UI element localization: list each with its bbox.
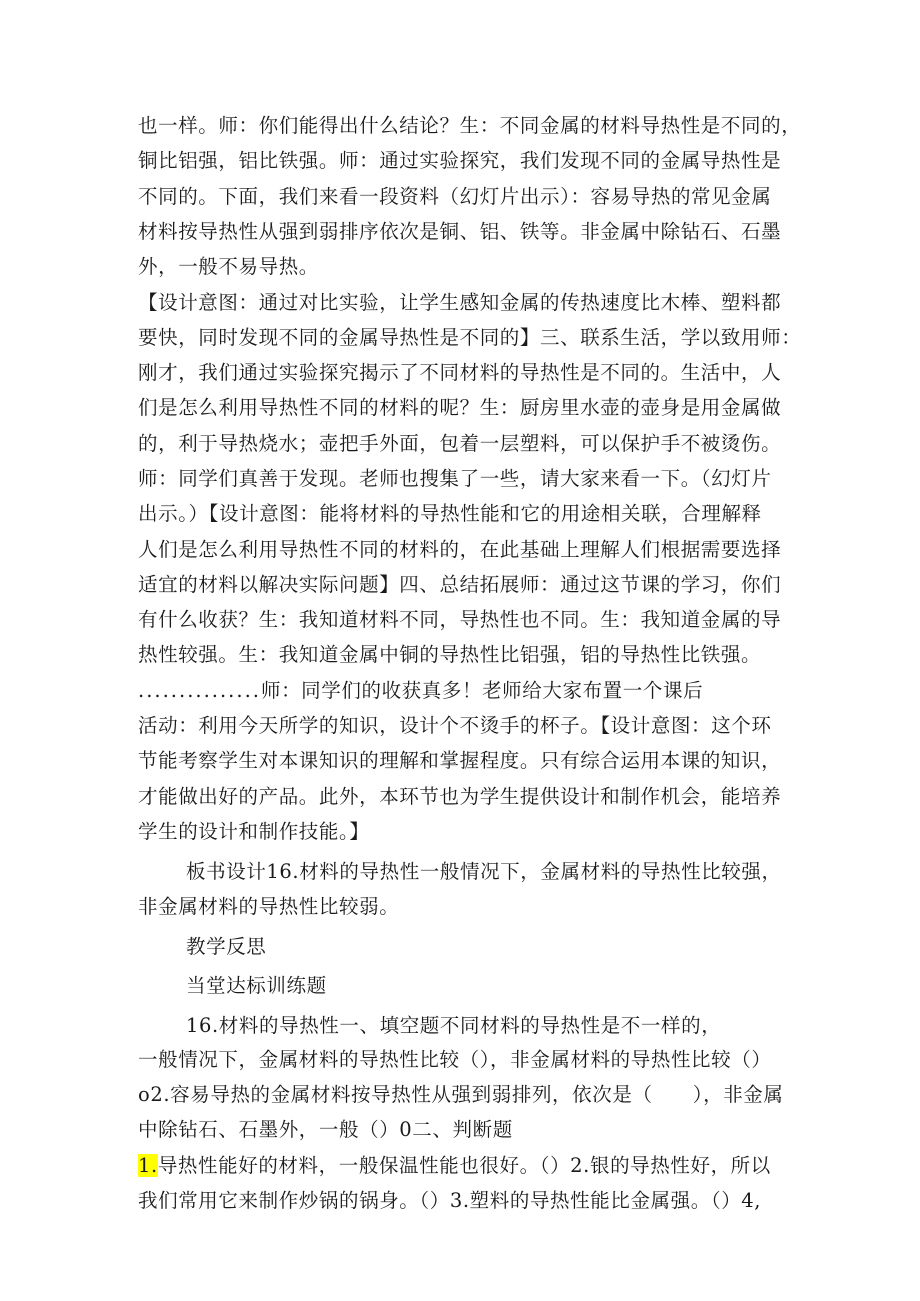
- exercise-line: 一般情况下，金属材料的导热性比较（），非金属材料的导热性比较（）: [138, 1048, 772, 1071]
- paragraph-line: 活动：利用今天所学的知识，设计个不烫手的杯子。【设计意图：这个环: [138, 714, 772, 737]
- paragraph-line: 们是怎么利用导热性不同的材料的呢？生：厨房里水壶的壶身是用金属做: [138, 396, 782, 419]
- section-heading-reflection: 教学反思: [186, 935, 267, 958]
- paragraph-line: 的，利于导热烧水；壶把手外面，包着一层塑料，可以保护手不被烫伤。: [138, 432, 782, 455]
- paragraph-line: 出示。）【设计意图：能将材料的导热性能和它的用途相关联，合理解释: [138, 502, 762, 525]
- paragraph-line: 外，一般不易导热。: [138, 255, 319, 278]
- exercise-line: 16.材料的导热性一、填空题不同材料的导热性是不一样的，: [186, 1014, 722, 1037]
- judge-line: 我们常用它来制作炒锅的锅身。（）3.塑料的导热性能比金属强。（）4,: [138, 1189, 762, 1212]
- paragraph-line: 学生的设计和制作技能。】: [138, 820, 370, 843]
- paragraph-line: 要快，同时发现不同的金属导热性是不同的】三、联系生活，学以致用师：: [138, 326, 802, 349]
- exercise-line: o2.容易导热的金属材料按导热性从强到弱排列，依次是（ ），非金属: [138, 1083, 784, 1106]
- dots-line-text: 师：同学们的收获真多！老师给大家布置一个课后: [260, 679, 704, 702]
- paragraph-line: 有什么收获？生：我知道材料不同，导热性也不同。生：我知道金属的导: [138, 608, 782, 631]
- leader-dots: ...............: [138, 679, 261, 702]
- paragraph-line: 材料按导热性从强到弱排序依次是铜、铝、铁等。非金属中除钻石、石墨: [138, 220, 782, 243]
- paragraph-line: 【设计意图：通过对比实验，让学生感知金属的传热速度比木棒、塑料都: [138, 291, 782, 314]
- board-design-line: 非金属材料的导热性比较弱。: [138, 895, 400, 918]
- paragraph-line: 才能做出好的产品。此外，本环节也为学生提供设计和制作机会，能培养: [138, 785, 782, 808]
- paragraph-line: 人们是怎么利用导热性不同的材料的，在此基础上理解人们根据需要选择: [138, 538, 782, 561]
- exercise-line: 中除钻石、石墨外，一般（）0二、判断题: [138, 1118, 513, 1141]
- paragraph-line: 适宜的材料以解决实际问题】四、总结拓展师：通过这节课的学习，你们: [138, 573, 782, 596]
- paragraph-line: 也一样。师：你们能得出什么结论？生：不同金属的材料导热性是不同的，: [138, 114, 802, 137]
- paragraph-line: 节能考察学生对本课知识的理解和掌握程度。只有综合运用本课的知识，: [138, 749, 782, 772]
- paragraph-line: 热性较强。生：我知道金属中铜的导热性比铝强，铝的导热性比铁强。: [138, 643, 762, 666]
- judge-line: [138, 1152, 771, 1180]
- paragraph-line: 刚才，我们通过实验探究揭示了不同材料的导热性是不同的。生活中，人: [138, 361, 782, 384]
- section-heading-exercise: 当堂达标训练题: [186, 974, 327, 997]
- highlighted-number: 1.: [138, 1154, 158, 1177]
- paragraph-line: 铜比铝强，铝比铁强。师：通过实验探究，我们发现不同的金属导热性是: [138, 149, 782, 172]
- paragraph-line: 不同的。下面，我们来看一段资料（幻灯片出示）：容易导热的常见金属: [138, 185, 772, 208]
- judge-line-text: 导热性能好的材料，一般保温性能也很好。（）2.银的导热性好，所以: [157, 1154, 771, 1177]
- dots-line: [138, 677, 703, 705]
- board-design-line: 板书设计16.材料的导热性一般情况下，金属材料的导热性比较强，: [186, 860, 782, 883]
- paragraph-line: 师：同学们真善于发现。老师也搜集了一些，请大家来看一下。（幻灯片: [138, 467, 772, 490]
